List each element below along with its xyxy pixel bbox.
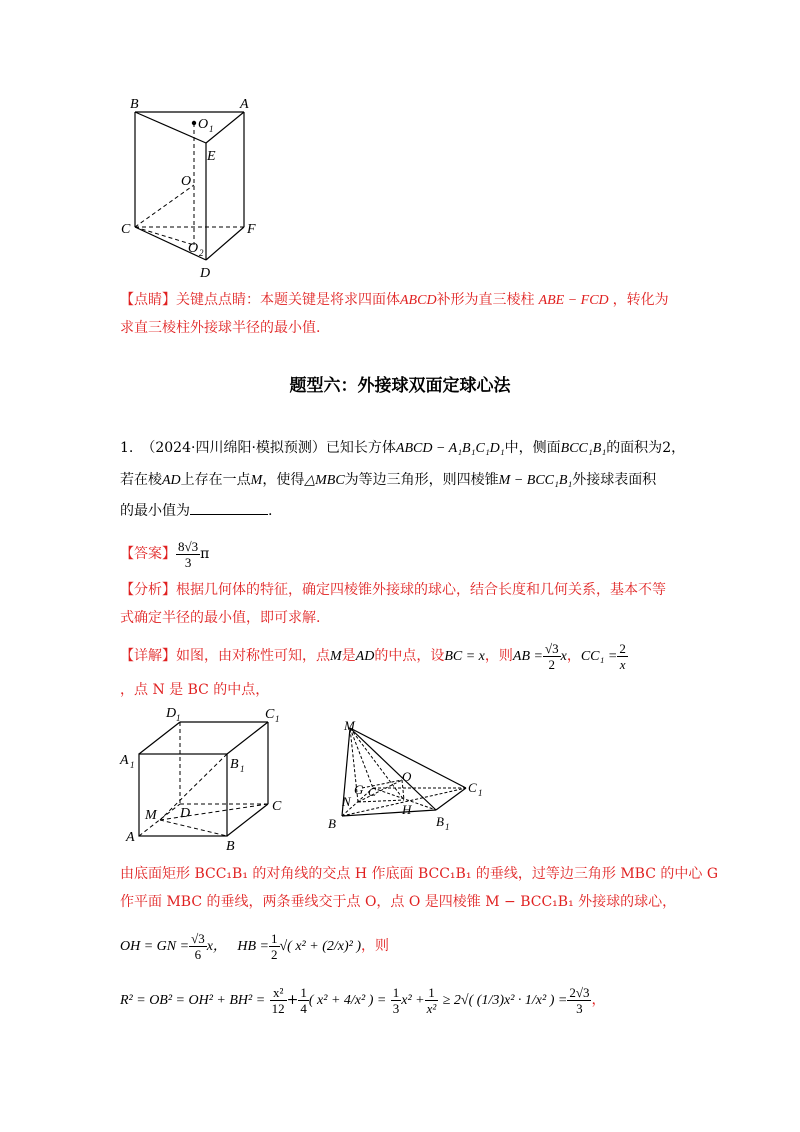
pyramid-label-C: C — [368, 785, 377, 799]
cuboid-figure — [118, 702, 293, 852]
analysis-tag: 【分析】 — [120, 582, 176, 598]
pyramid-label-H: H — [402, 802, 412, 817]
detail-line2: ，点 N 是 BC 的中点， — [120, 682, 270, 698]
cuboid-label-D: D — [180, 806, 191, 821]
cuboid-label-M: M — [145, 808, 157, 823]
pyramid-label-M: M — [344, 718, 355, 733]
label-D: D — [200, 266, 211, 281]
answer-tag: 【答案】 — [120, 546, 176, 562]
label-O2-sub: 2 — [199, 248, 204, 258]
cuboid-label-B1: B — [230, 757, 239, 772]
key-point-line1: 【点睛】关键点点睛：本题关键是将求四面体ABCD补形为直三棱柱 ABE − FCD ，转化为 — [120, 292, 669, 308]
label-F: F — [247, 222, 256, 237]
pyramid-label-N: N — [342, 794, 351, 809]
svg-text:1: 1 — [240, 764, 245, 774]
cuboid-label-C1: C — [265, 707, 275, 722]
label-B: B — [130, 97, 139, 112]
label-C: C — [121, 222, 131, 237]
key-point-line2: 求直三棱柱外接球半径的最小值. — [120, 320, 321, 336]
key-point-tag: 【点睛】 — [120, 292, 176, 308]
label-A: A — [240, 97, 249, 112]
svg-text:1: 1 — [176, 713, 181, 723]
section-title: 题型六：外接球双面定球心法 — [289, 376, 511, 396]
solution-line4: R² = OB² = OH² + BH² = $\frac{\text{x²}}{12}$ + $\frac{1}{4}$ ( x² + 4/x² ) = $\frac{1}{3}$ x² + $\frac{1}{\text{x²}}$ ≥ 2√( (1/3)x² · 1/x² ) = $\frac{2√3}{3}$ ， — [120, 984, 606, 1016]
problem-line2: 若在棱AD上存在一点M，使得△MBC为等边三角形，则四棱锥M − BCC₁B₁外接球表面积 — [120, 472, 657, 488]
analysis-line2: 式确定半径的最小值，即可求解. — [120, 610, 321, 626]
pyramid-label-B1: B — [436, 814, 444, 829]
label-O2: O — [188, 241, 199, 256]
answer-blank — [190, 500, 268, 515]
label-O1-sub: 1 — [209, 124, 214, 134]
label-E: E — [207, 149, 216, 164]
detail-line1: 【详解】如图，由对称性可知，点M是AD的中点，设BC = x，则AB = $\frac{√3}{2}$ x，CC₁ = $\frac{2}{x}$ — [120, 640, 626, 672]
label-O: O — [181, 174, 192, 189]
cuboid-label-A1: A — [120, 753, 129, 768]
solution-line1: 由底面矩形 BCC₁B₁ 的对角线的交点 H 作底面 BCC₁B₁ 的垂线，过等边三角形 MBC 的中心 G — [120, 866, 719, 882]
solution-line3: OH = GN = $\frac{√3}{6}$ x， HB = $\frac{1}{2}$ √( x² + (2/x)² )，则 — [120, 930, 389, 962]
svg-text:1: 1 — [275, 714, 280, 724]
pyramid-label-C1: C — [468, 780, 477, 795]
problem-line1: 1. （2024·四川绵阳·模拟预测）已知长方体ABCD − A₁B₁C₁D₁中，侧面BCC₁B₁的面积为2， — [120, 440, 686, 456]
pyramid-figure — [318, 716, 498, 832]
answer-line: 【答案】 $\frac{8√3}{3}$ π — [120, 538, 210, 570]
problem-line3: 的最小值为 . — [120, 500, 272, 521]
cuboid-label-A: A — [126, 830, 135, 845]
prism-figure — [118, 90, 258, 285]
detail-tag: 【详解】 — [120, 648, 176, 664]
analysis-line1: 【分析】根据几何体的特征，确定四棱锥外接球的球心，结合长度和几何关系，基本不等 — [120, 582, 666, 598]
svg-text:1: 1 — [445, 822, 450, 832]
svg-text:1: 1 — [478, 788, 483, 798]
pyramid-label-O: O — [402, 769, 412, 784]
cuboid-label-C: C — [272, 799, 282, 814]
label-O1: O — [198, 117, 209, 132]
pyramid-label-G: G — [354, 782, 364, 797]
svg-text:1: 1 — [130, 760, 135, 770]
cuboid-label-B: B — [226, 839, 235, 852]
cuboid-label-D1: D — [166, 706, 177, 721]
pyramid-label-B: B — [328, 816, 336, 831]
solution-line2: 作平面 MBC 的垂线，两条垂线交于点 O，点 O 是四棱锥 M − BCC₁B₁ 外接球的球心， — [120, 894, 677, 910]
